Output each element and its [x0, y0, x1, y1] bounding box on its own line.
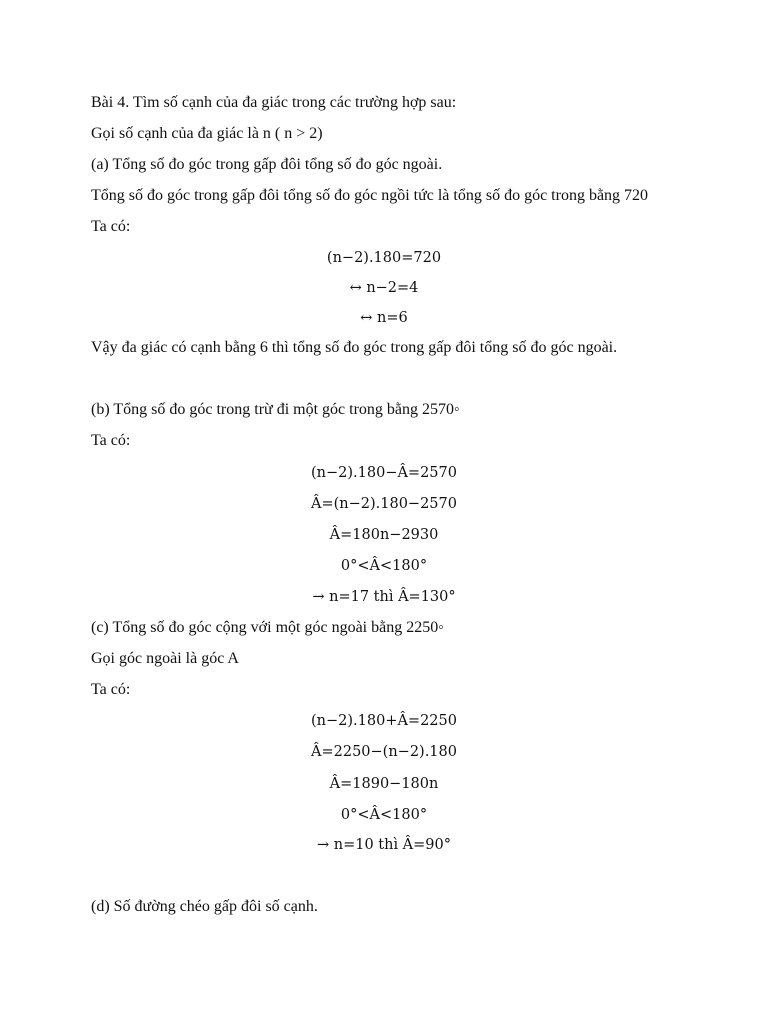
intro-text: Gọi số cạnh của đa giác là n ( n > 2) [91, 125, 323, 142]
part-a-statement: Tổng số đo góc trong gấp đôi tổng số đo góc ngồi tức là tổng số đo góc trong bằng 720 [91, 187, 649, 204]
part-a-heading: (a) Tổng số đo góc trong gấp đôi tổng số đo góc ngoài. [91, 156, 443, 173]
exercise-title: Bài 4. Tìm số cạnh của đa giác trong các trường hợp sau: [91, 94, 457, 111]
part-c-equation-2: Â=2250−(n−2).180 [311, 744, 457, 760]
part-c-equation-5: → n=10 thì Â=90° [316, 837, 452, 853]
part-c-note: Gọi góc ngoài là góc A [91, 650, 239, 667]
part-c-equation-4: 0°<Â<180° [340, 807, 428, 823]
part-a-equation-3: ↔ n=6 [360, 310, 408, 326]
part-b-equation-3: Â=180n−2930 [329, 527, 439, 543]
part-b-equation-4: 0°<Â<180° [340, 558, 428, 574]
part-a-conclusion: Vậy đa giác có cạnh bằng 6 thì tổng số đo góc trong gấp đôi tổng số đo góc ngoài. [91, 339, 618, 356]
part-b-equation-5: → n=17 thì Â=130° [312, 589, 456, 605]
part-a-ta-co: Ta có: [91, 218, 131, 235]
part-c-heading: (c) Tổng số đo góc cộng với một góc ngoài bằng 2250◦ [91, 619, 444, 636]
part-b-equation-2: Â=(n−2).180−2570 [311, 496, 457, 512]
part-a-equation-2: ↔ n−2=4 [349, 280, 419, 296]
part-c-equation-3: Â=1890−180n [329, 776, 439, 792]
part-c-ta-co: Ta có: [91, 681, 131, 698]
part-b-ta-co: Ta có: [91, 432, 131, 449]
part-b-equation-1: (n−2).180−Â=2570 [311, 465, 457, 481]
part-b-heading: (b) Tổng số đo góc trong trừ đi một góc trong bằng 2570◦ [91, 401, 460, 418]
part-c-equation-1: (n−2).180+Â=2250 [311, 713, 457, 729]
part-d-heading: (d) Số đường chéo gấp đôi số cạnh. [91, 898, 318, 915]
part-a-equation-1: (n−2).180=720 [326, 250, 442, 266]
